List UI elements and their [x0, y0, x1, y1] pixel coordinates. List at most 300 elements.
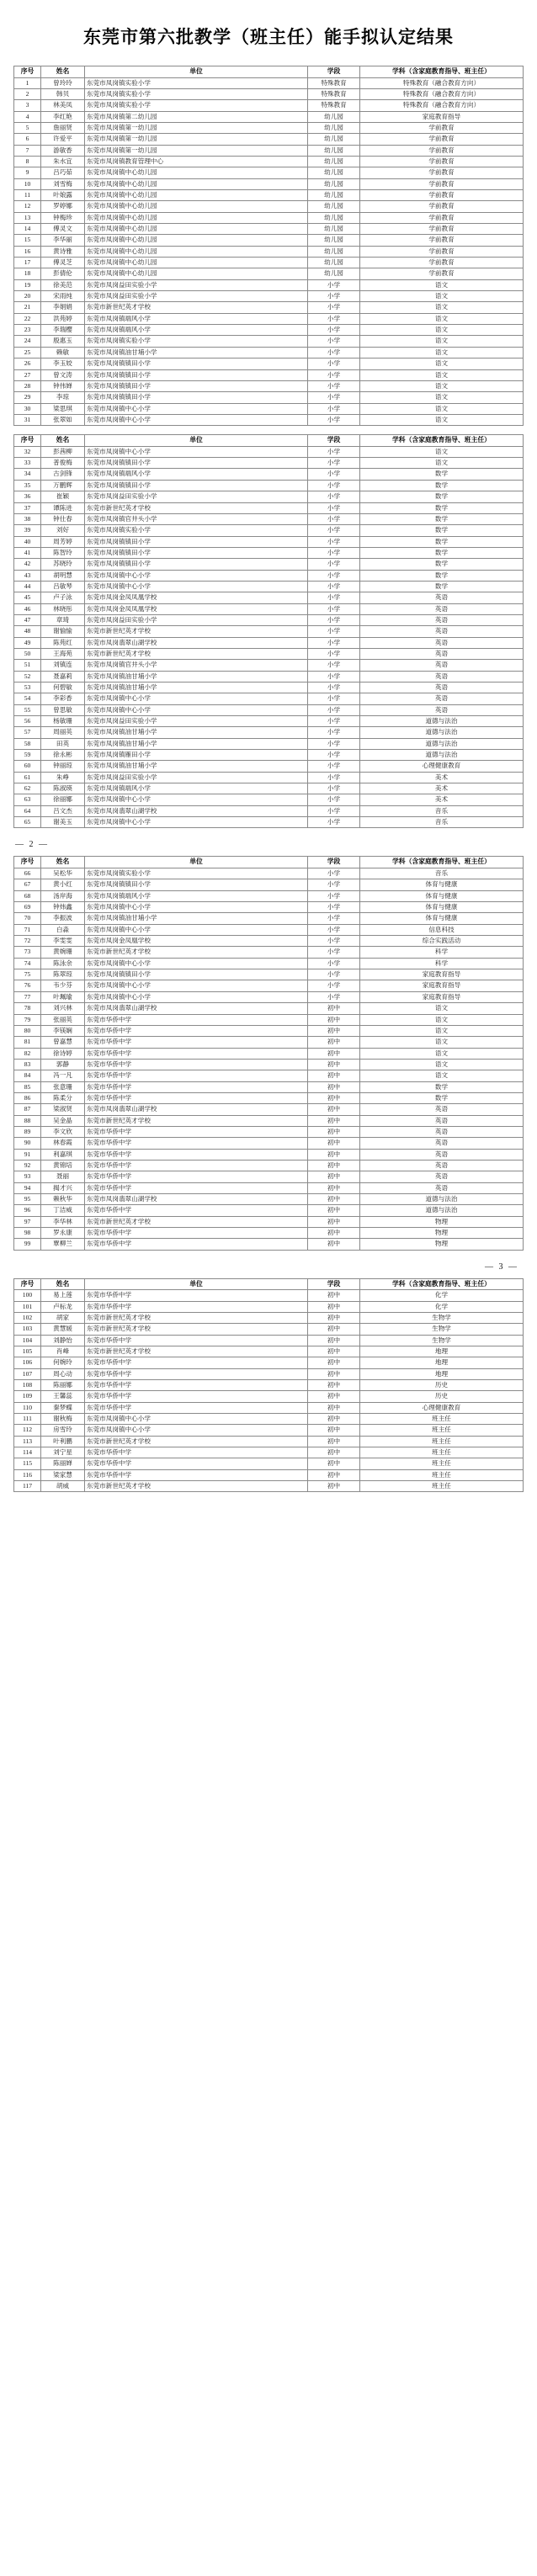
cell-unit: 东莞市华侨中学: [85, 1301, 308, 1312]
cell-no: 76: [14, 980, 41, 991]
cell-name: 洪苑婷: [41, 313, 85, 324]
cell-stage: 小学: [308, 446, 360, 457]
cell-name: 刘好: [41, 525, 85, 536]
cell-no: 32: [14, 446, 41, 457]
cell-name: 朱峥: [41, 772, 85, 783]
cell-stage: 小学: [308, 637, 360, 648]
cell-subject: 班主任: [360, 1469, 524, 1480]
cell-no: 7: [14, 145, 41, 156]
table-row: [14, 603, 524, 614]
cell-stage: 初中: [308, 1368, 360, 1379]
table-row: [14, 1458, 524, 1469]
cell-stage: 小学: [308, 693, 360, 704]
cell-unit: 东莞市凤岗镇中心幼儿园: [85, 190, 308, 201]
cell-no: 46: [14, 603, 41, 614]
cell-name: 古剑锋: [41, 469, 85, 480]
cell-name: 王馨蕊: [41, 1391, 85, 1402]
cell-no: 81: [14, 1037, 41, 1048]
cell-no: 52: [14, 671, 41, 682]
cell-no: 50: [14, 648, 41, 659]
results-table-3: [13, 856, 524, 1250]
cell-subject: 班主任: [360, 1414, 524, 1425]
cell-stage: 初中: [308, 1469, 360, 1480]
cell-name: 王海苑: [41, 648, 85, 659]
cell-subject: 班主任: [360, 1425, 524, 1436]
cell-subject: 数学: [360, 570, 524, 581]
cell-no: 93: [14, 1171, 41, 1182]
cell-no: 114: [14, 1447, 41, 1458]
cell-subject: 语文: [360, 1025, 524, 1036]
table-row: [14, 1081, 524, 1092]
cell-unit: 东莞市凤岗镇镇田小学: [85, 969, 308, 980]
table-row: [14, 347, 524, 358]
cell-subject: 体育与健康: [360, 879, 524, 890]
cell-unit: 东莞市凤岗镇油甘埔小学: [85, 913, 308, 924]
table-row: [14, 167, 524, 178]
cell-unit: 东莞市凤岗镇中心小学: [85, 581, 308, 592]
cell-unit: 东莞市新世纪英才学校: [85, 502, 308, 513]
cell-unit: 东莞市华侨中学: [85, 1126, 308, 1137]
cell-stage: 小学: [308, 761, 360, 772]
cell-no: 96: [14, 1205, 41, 1216]
cell-name: 许爱平: [41, 134, 85, 145]
cell-stage: 幼儿园: [308, 258, 360, 268]
cell-name: 胡明慧: [41, 570, 85, 581]
cell-name: 周心动: [41, 1368, 85, 1379]
cell-stage: 小学: [308, 772, 360, 783]
table-row: [14, 1138, 524, 1149]
cell-name: 李文欣: [41, 1126, 85, 1137]
table-row: [14, 559, 524, 570]
cell-stage: 小学: [308, 683, 360, 693]
cell-name: 秦梦蝶: [41, 1402, 85, 1413]
table-row: [14, 1037, 524, 1048]
cell-name: 胡家: [41, 1312, 85, 1323]
table-row: [14, 235, 524, 246]
cell-stage: 小学: [308, 513, 360, 524]
cell-stage: 初中: [308, 1126, 360, 1137]
cell-unit: 东莞市凤岗益田实验小学: [85, 614, 308, 625]
table-row: [14, 637, 524, 648]
cell-subject: 英语: [360, 1126, 524, 1137]
cell-subject: 家庭教育指导: [360, 980, 524, 991]
cell-subject: 英语: [360, 1182, 524, 1193]
cell-unit: 东莞市凤岗镇实验小学: [85, 77, 308, 88]
cell-name: 杨敏珊: [41, 716, 85, 727]
cell-no: 90: [14, 1138, 41, 1149]
cell-subject: 信息科技: [360, 924, 524, 935]
cell-stage: 幼儿园: [308, 224, 360, 235]
cell-no: 44: [14, 581, 41, 592]
column-header-subject: 学科（含家庭教育指导、班主任）: [360, 857, 524, 868]
table-row: [14, 1380, 524, 1391]
cell-stage: 小学: [308, 403, 360, 414]
cell-subject: 数学: [360, 469, 524, 480]
cell-unit: 东莞市凤岗镇中心小学: [85, 817, 308, 828]
cell-name: 李华林: [41, 1216, 85, 1227]
cell-subject: 英语: [360, 704, 524, 715]
cell-unit: 东莞市凤岗益田实验小学: [85, 491, 308, 502]
cell-stage: 小学: [308, 325, 360, 336]
cell-no: 18: [14, 268, 41, 279]
cell-unit: 东莞市凤岗金凤凤凰学校: [85, 592, 308, 603]
table-header-row: [14, 1278, 524, 1290]
cell-name: 赖敏: [41, 347, 85, 358]
table-section-4: [0, 1278, 537, 1493]
cell-no: 37: [14, 502, 41, 513]
cell-no: 116: [14, 1469, 41, 1480]
cell-unit: 东莞市新世纪英才学校: [85, 1436, 308, 1447]
cell-subject: 数学: [360, 547, 524, 558]
cell-unit: 东莞市新世纪英才学校: [85, 1346, 308, 1357]
cell-stage: 小学: [308, 868, 360, 879]
table-row: [14, 458, 524, 469]
cell-name: 曾玲玲: [41, 77, 85, 88]
column-header-no: 序号: [14, 1278, 41, 1290]
cell-unit: 东莞市凤岗镇中心小学: [85, 794, 308, 805]
cell-no: 19: [14, 279, 41, 290]
cell-name: 罗永康: [41, 1228, 85, 1239]
cell-name: 曾嘉慧: [41, 1037, 85, 1048]
cell-name: 章琦: [41, 614, 85, 625]
cell-name: 万鹏辉: [41, 480, 85, 491]
cell-stage: 初中: [308, 1290, 360, 1301]
cell-unit: 东莞市凤岗镇中心幼儿园: [85, 268, 308, 279]
cell-unit: 东莞市华侨中学: [85, 1458, 308, 1469]
cell-subject: 语文: [360, 1037, 524, 1048]
cell-no: 64: [14, 805, 41, 816]
cell-no: 5: [14, 122, 41, 133]
cell-subject: 数学: [360, 581, 524, 592]
cell-subject: 数学: [360, 502, 524, 513]
cell-unit: 东莞市华侨中学: [85, 1160, 308, 1171]
cell-stage: 小学: [308, 336, 360, 347]
cell-unit: 东莞市凤岗镇中心小学: [85, 902, 308, 913]
cell-subject: 科学: [360, 947, 524, 958]
table-row: [14, 772, 524, 783]
table-row: [14, 727, 524, 738]
table-row: [14, 902, 524, 913]
cell-unit: 东莞市华侨中学: [85, 1469, 308, 1480]
table-row: [14, 1194, 524, 1205]
table-row: [14, 947, 524, 958]
cell-name: 殷惠玉: [41, 336, 85, 347]
cell-name: 何婉玲: [41, 1357, 85, 1368]
cell-subject: 学前教育: [360, 268, 524, 279]
cell-name: 李娟娟: [41, 302, 85, 313]
page-marker-3: — 3 —: [485, 1261, 518, 1272]
cell-unit: 东莞市华侨中学: [85, 1081, 308, 1092]
cell-name: 梁家慧: [41, 1469, 85, 1480]
cell-no: 10: [14, 178, 41, 189]
cell-no: 68: [14, 890, 41, 901]
cell-unit: 东莞市凤岗镇端风小学: [85, 469, 308, 480]
cell-stage: 小学: [308, 936, 360, 947]
cell-name: 叶娘露: [41, 190, 85, 201]
cell-stage: 初中: [308, 1182, 360, 1193]
cell-name: 谢美玉: [41, 817, 85, 828]
cell-no: 88: [14, 1115, 41, 1126]
column-header-stage: 学段: [308, 435, 360, 447]
cell-stage: 初中: [308, 1402, 360, 1413]
table-row: [14, 380, 524, 391]
cell-name: 黄慧媛: [41, 1324, 85, 1335]
cell-stage: 初中: [308, 1171, 360, 1182]
table-row: [14, 178, 524, 189]
cell-stage: 幼儿园: [308, 212, 360, 223]
section-spacer: [0, 426, 537, 434]
cell-unit: 东莞市凤岗镇镇田小学: [85, 559, 308, 570]
cell-name: 房雪玲: [41, 1425, 85, 1436]
cell-name: 田英: [41, 738, 85, 749]
cell-no: 15: [14, 235, 41, 246]
cell-unit: 东莞市凤岗镇端风小学: [85, 325, 308, 336]
table-row: [14, 536, 524, 547]
cell-stage: 初中: [308, 1436, 360, 1447]
table-row: [14, 469, 524, 480]
cell-subject: 特殊教育（融合教育方向）: [360, 77, 524, 88]
cell-subject: 道德与法治: [360, 1205, 524, 1216]
cell-subject: 学前教育: [360, 122, 524, 133]
table-row: [14, 879, 524, 890]
cell-no: 4: [14, 111, 41, 122]
cell-stage: 初中: [308, 1481, 360, 1492]
cell-no: 38: [14, 513, 41, 524]
cell-name: 朱水宜: [41, 156, 85, 167]
column-header-unit: 单位: [85, 1278, 308, 1290]
cell-subject: 数学: [360, 525, 524, 536]
cell-unit: 东莞市凤岗镇中心幼儿园: [85, 258, 308, 268]
cell-subject: 班主任: [360, 1458, 524, 1469]
cell-no: 87: [14, 1104, 41, 1115]
cell-name: 冯一凡: [41, 1070, 85, 1081]
cell-stage: 小学: [308, 671, 360, 682]
cell-no: 61: [14, 772, 41, 783]
cell-subject: 特殊教育（融合教育方向）: [360, 88, 524, 99]
table-body-1: [14, 77, 524, 426]
cell-no: 101: [14, 1301, 41, 1312]
cell-subject: 学前教育: [360, 246, 524, 257]
cell-no: 36: [14, 491, 41, 502]
cell-stage: 小学: [308, 502, 360, 513]
cell-stage: 初中: [308, 1092, 360, 1103]
table-row: [14, 325, 524, 336]
cell-name: 聂丽: [41, 1171, 85, 1182]
cell-stage: 小学: [308, 660, 360, 671]
cell-name: 刘兴林: [41, 1003, 85, 1014]
cell-stage: 小学: [308, 704, 360, 715]
cell-no: 82: [14, 1048, 41, 1059]
table-row: [14, 716, 524, 727]
cell-stage: 小学: [308, 716, 360, 727]
table-row: [14, 924, 524, 935]
cell-stage: 初中: [308, 1228, 360, 1239]
cell-subject: 英语: [360, 1171, 524, 1182]
table-row: [14, 1436, 524, 1447]
table-row: [14, 547, 524, 558]
cell-name: 梁思琪: [41, 403, 85, 414]
cell-name: 叶珮瑜: [41, 991, 85, 1002]
cell-no: 30: [14, 403, 41, 414]
cell-no: 59: [14, 750, 41, 761]
cell-unit: 东莞市凤岗镇中心小学: [85, 924, 308, 935]
cell-subject: 美术: [360, 783, 524, 794]
cell-name: 崔颖: [41, 491, 85, 502]
cell-no: 75: [14, 969, 41, 980]
cell-unit: 东莞市华侨中学: [85, 1380, 308, 1391]
cell-stage: 初中: [308, 1205, 360, 1216]
cell-subject: 学前教育: [360, 167, 524, 178]
cell-subject: 语文: [360, 347, 524, 358]
cell-subject: 语文: [360, 458, 524, 469]
cell-no: 20: [14, 291, 41, 302]
cell-name: 詹丽贤: [41, 122, 85, 133]
cell-no: 6: [14, 134, 41, 145]
cell-unit: 东莞市新世纪英才学校: [85, 302, 308, 313]
cell-stage: 初中: [308, 1025, 360, 1036]
cell-no: 79: [14, 1014, 41, 1025]
cell-subject: 音乐: [360, 805, 524, 816]
cell-no: 25: [14, 347, 41, 358]
cell-name: 梁淑贤: [41, 1104, 85, 1115]
cell-stage: 幼儿园: [308, 134, 360, 145]
cell-unit: 东莞市新世纪英才学校: [85, 648, 308, 659]
cell-unit: 东莞市华侨中学: [85, 1228, 308, 1239]
cell-name: 赖秋华: [41, 1194, 85, 1205]
table-row: [14, 480, 524, 491]
cell-no: 66: [14, 868, 41, 879]
column-header-unit: 单位: [85, 66, 308, 78]
cell-name: 陈淑瑛: [41, 783, 85, 794]
cell-subject: 语文: [360, 403, 524, 414]
cell-no: 2: [14, 88, 41, 99]
cell-no: 12: [14, 201, 41, 212]
cell-subject: 家庭教育指导: [360, 969, 524, 980]
cell-stage: 小学: [308, 991, 360, 1002]
table-row: [14, 1149, 524, 1160]
cell-subject: 化学: [360, 1290, 524, 1301]
cell-subject: 道德与法治: [360, 727, 524, 738]
cell-subject: 英语: [360, 1160, 524, 1171]
cell-unit: 东莞市凤岗镇实验小学: [85, 868, 308, 879]
cell-unit: 东莞市华侨中学: [85, 1335, 308, 1346]
table-row: [14, 1346, 524, 1357]
cell-no: 104: [14, 1335, 41, 1346]
cell-no: 8: [14, 156, 41, 167]
cell-stage: 小学: [308, 794, 360, 805]
cell-unit: 东莞市凤岗金凤凰学校: [85, 936, 308, 947]
cell-subject: 道德与法治: [360, 750, 524, 761]
cell-stage: 小学: [308, 879, 360, 890]
cell-name: 张意珊: [41, 1081, 85, 1092]
cell-no: 9: [14, 167, 41, 178]
cell-unit: 东莞市华侨中学: [85, 1447, 308, 1458]
cell-name: 罗婷娜: [41, 201, 85, 212]
cell-name: 钟伟婵: [41, 380, 85, 391]
cell-name: 徐美范: [41, 279, 85, 290]
cell-name: 陈丽婵: [41, 1458, 85, 1469]
cell-stage: 小学: [308, 783, 360, 794]
table-row: [14, 313, 524, 324]
table-row: [14, 291, 524, 302]
cell-subject: 语文: [360, 1059, 524, 1070]
cell-no: 111: [14, 1414, 41, 1425]
cell-unit: 东莞市凤岗镇中心小学: [85, 1414, 308, 1425]
cell-no: 67: [14, 879, 41, 890]
cell-unit: 东莞市新世纪英才学校: [85, 1312, 308, 1323]
cell-subject: 英语: [360, 1149, 524, 1160]
cell-unit: 东莞市华侨中学: [85, 1239, 308, 1250]
cell-subject: 美术: [360, 772, 524, 783]
cell-no: 70: [14, 913, 41, 924]
cell-name: 谢愉愉: [41, 626, 85, 637]
table-header-1: [14, 66, 524, 78]
table-row: [14, 111, 524, 122]
cell-subject: 英语: [360, 1138, 524, 1149]
cell-stage: 小学: [308, 626, 360, 637]
cell-stage: 初中: [308, 1425, 360, 1436]
cell-no: 109: [14, 1391, 41, 1402]
cell-stage: 小学: [308, 890, 360, 901]
cell-name: 吴金晶: [41, 1115, 85, 1126]
table-header-4: [14, 1278, 524, 1290]
cell-subject: 地理: [360, 1357, 524, 1368]
cell-name: 谢秋梅: [41, 1414, 85, 1425]
cell-subject: 物理: [360, 1216, 524, 1227]
cell-stage: 初中: [308, 1059, 360, 1070]
cell-no: 29: [14, 392, 41, 403]
cell-unit: 东莞市凤岗镇镇田小学: [85, 879, 308, 890]
cell-name: 白淼: [41, 924, 85, 935]
cell-unit: 东莞市凤岗镇中心幼儿园: [85, 167, 308, 178]
cell-stage: 初中: [308, 1160, 360, 1171]
cell-stage: 小学: [308, 603, 360, 614]
cell-stage: 幼儿园: [308, 122, 360, 133]
column-header-subject: 学科（含家庭教育指导、班主任）: [360, 66, 524, 78]
cell-unit: 东莞市新世纪英才学校: [85, 1115, 308, 1126]
cell-unit: 东莞市新世纪英才学校: [85, 626, 308, 637]
cell-unit: 东莞市华侨中学: [85, 1290, 308, 1301]
cell-subject: 英语: [360, 603, 524, 614]
cell-name: 吴松华: [41, 868, 85, 879]
cell-subject: 化学: [360, 1301, 524, 1312]
cell-subject: 学前教育: [360, 258, 524, 268]
table-row: [14, 1228, 524, 1239]
cell-stage: 幼儿园: [308, 246, 360, 257]
cell-stage: 幼儿园: [308, 167, 360, 178]
cell-name: 吕文杰: [41, 805, 85, 816]
results-table-4: [13, 1278, 524, 1493]
cell-name: 徐诗婷: [41, 1048, 85, 1059]
cell-no: 110: [14, 1402, 41, 1413]
table-row: [14, 581, 524, 592]
cell-unit: 东莞市凤岗镇中心小学: [85, 704, 308, 715]
cell-stage: 幼儿园: [308, 190, 360, 201]
column-header-name: 姓名: [41, 1278, 85, 1290]
cell-no: 60: [14, 761, 41, 772]
table-body-3: [14, 868, 524, 1251]
cell-stage: 初中: [308, 1335, 360, 1346]
cell-stage: 小学: [308, 480, 360, 491]
cell-subject: 地理: [360, 1346, 524, 1357]
cell-stage: 幼儿园: [308, 111, 360, 122]
cell-stage: 初中: [308, 1070, 360, 1081]
table-row: [14, 224, 524, 235]
cell-subject: 语文: [360, 446, 524, 457]
table-row: [14, 446, 524, 457]
cell-stage: 小学: [308, 805, 360, 816]
cell-unit: 东莞市华侨中学: [85, 1048, 308, 1059]
